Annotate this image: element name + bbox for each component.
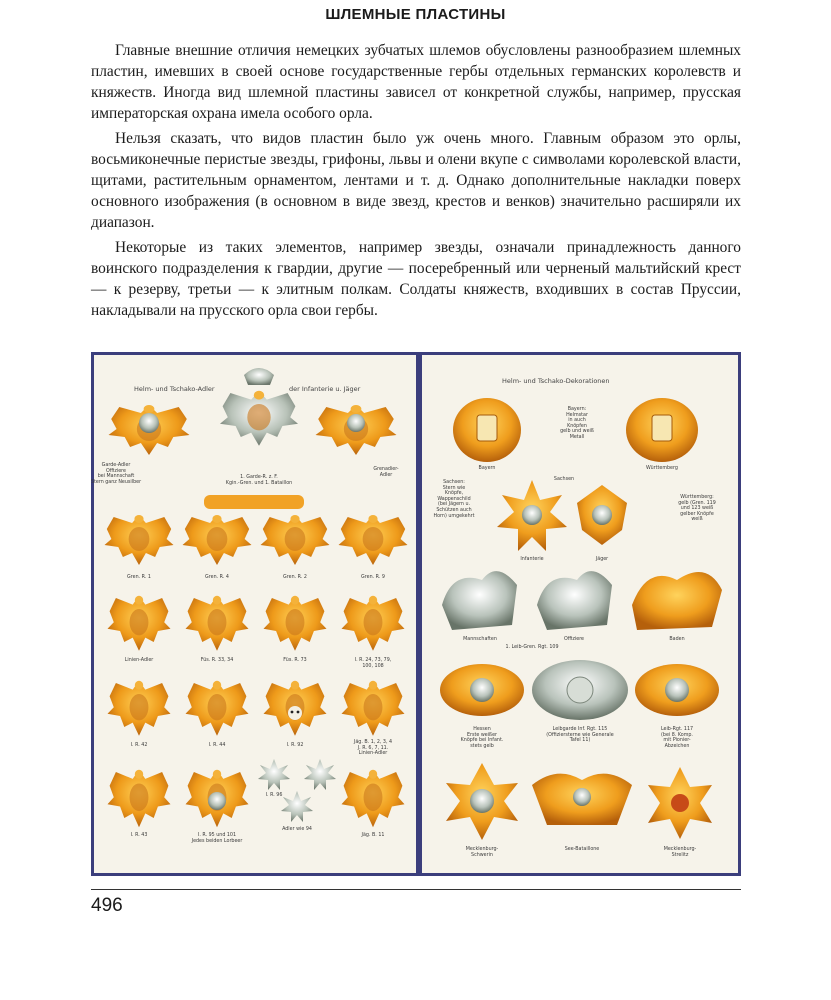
page-number: 496 [91, 895, 123, 916]
ribbon [204, 495, 304, 509]
helmet-eagles-illustration [94, 355, 416, 873]
plate-caption: I. R. 43 [130, 833, 148, 838]
guard-star [208, 792, 226, 810]
first-guard-eagle [220, 391, 298, 446]
plate-caption: 1. Leib-Gren. Rgt. 109 [505, 645, 559, 650]
plate-caption: Adler wie 94 [282, 827, 312, 832]
plate-caption: I. R. 44 [208, 743, 226, 748]
plate-left-helmet-eagles [91, 352, 419, 876]
plate-caption: Jäg. B. 1, 2, 3, 4 J. R. 6, 7, 11. Linien-Adler [353, 740, 393, 757]
crown [244, 368, 274, 385]
body-text [91, 40, 741, 325]
plate-caption: Leibgarde Inf. Rgt. 115 (Offiziersterne wie Generale Tafel 11) [546, 727, 614, 744]
page-title: ШЛЕМНЫЕ ПЛАСТИНЫ [325, 6, 506, 23]
plate-caption: Hessen Erste weißer Knöpfe bei Infant. stets gelb [460, 727, 504, 749]
plate-caption: Württemberg [646, 466, 678, 471]
eagle [264, 596, 327, 651]
plate-caption: Jäg. B. 11 [361, 833, 385, 838]
plate-right-header: Helm- und Tschako-Dekorationen [502, 377, 610, 385]
plate-caption: Bayern: Helmstar in auch Knöpfen gelb und weiß Metall [560, 407, 594, 440]
plate-caption: Sachsen [553, 477, 575, 482]
jager-star [258, 759, 290, 790]
plate-caption: Gren. R. 4 [205, 575, 229, 580]
eagle [186, 596, 249, 651]
plate-caption: Baden [669, 637, 685, 642]
guard-star [347, 414, 365, 432]
plate-caption: Infanterie [520, 557, 544, 562]
plate-caption: Füs. R. 73 [283, 658, 307, 663]
plate-caption: Garde-Adler Offiziere bei Mannschaft Stern ganz Neusilber [90, 463, 142, 485]
griffin-mannschaften [442, 571, 517, 630]
plate-caption: I. R. 92 [286, 743, 304, 748]
plate-caption: Füs. R. 33, 34 [200, 658, 234, 663]
jager-star [281, 791, 313, 822]
plate-caption: I. R. 95 und 101 Jedes beiden Lorbeer [191, 833, 243, 844]
paragraph: Нельзя сказать, что видов пластин было уж очень много. Главным образом это орлы, восьмиконечные перистые звезды, грифоны, львы и олени вкупе с символами королевской власти, щитами, растительным орнаментом, лентами и т. д. Однако дополнительные накладки поверх основного изображения (в основном в виде звезд, крестов и венков) значительно расширяли их диапазон. [91, 130, 741, 231]
plate-caption: Württemberg: gelb (Gren. 119 und 123 weiß gelber Knöpfe weiß [678, 495, 716, 523]
eagle [183, 515, 252, 565]
plate-caption: Leib-Rgt. 117 (bei 8. Komp. mit Pionier- Abzeichen [660, 727, 694, 749]
plate-caption: Gren. R. 9 [361, 575, 385, 580]
eagle [342, 681, 405, 736]
plate-caption: See-Bataillone [564, 847, 600, 852]
plate-right-helmet-decorations [419, 352, 741, 876]
plate-caption: Jäger [595, 557, 609, 562]
plate-caption: Gren. R. 1 [127, 575, 151, 580]
plate-caption: I. R. 96 [265, 793, 283, 798]
plate-caption: Mecklenburg- Strelitz [663, 847, 697, 858]
plate-caption: I. R. 24, 73, 79, 100, 108 [354, 658, 392, 669]
plate-caption: Gren. R. 2 [283, 575, 307, 580]
eagle [108, 596, 171, 651]
footer-rule [91, 889, 741, 890]
eagle [342, 596, 405, 651]
plate-caption: Sachsen: Stern wie Knöpfe, Wappenschild (bei Jägern u. Schützen auch Horn) umgekehrt [433, 480, 475, 519]
eagle [342, 770, 405, 828]
plate-left-header-right: der Infanterie u. Jäger [289, 385, 361, 393]
eagle [186, 681, 249, 736]
plate-caption: Linien-Adler [124, 658, 154, 663]
paragraph: Главные внешние отличия немецких зубчатых шлемов обусловлены разнообразием шлемных пластин, имевших в своей основе государственные гербы отдельных германских королевств и княжеств. Иногда вид шлемной пластины зависел от конкретной службы, например, прусская императорская охрана имела особого орла. [91, 42, 741, 122]
plate-left-header-left: Helm- und Tschako-Adler [134, 385, 215, 393]
plate-caption: 1. Garde-R. z. F. Kgin.-Gren. und 1. Bataillon [225, 475, 293, 486]
plate-caption: Mannschaften [463, 637, 497, 642]
jager-star [304, 759, 336, 790]
plate-caption: Mecklenburg- Schwerin [465, 847, 499, 858]
eagle [339, 515, 408, 565]
eagle [108, 770, 171, 828]
eagle [261, 515, 330, 565]
eagle [108, 681, 171, 736]
plate-caption: Offiziere [563, 637, 585, 642]
eagle [105, 515, 174, 565]
griffin-offiziere [537, 571, 612, 630]
plate-caption: I. R. 42 [130, 743, 148, 748]
paragraph: Некоторые из таких элементов, например звезды, означали принадлежность данного воинского подразделения к гвардии, другие — посеребренный или черненый мальтийский крест — к резерву, третьи — к элитным полкам. Солдаты княжеств, входивших в состав Пруссии, накладывали на прусского орла свои гербы. [91, 239, 741, 319]
plate-caption: Bayern [478, 466, 496, 471]
skull-emblem [288, 706, 302, 720]
guard-star [139, 413, 159, 433]
baden-griffin [632, 572, 722, 630]
plate-caption: Grenadier- Adler [373, 467, 399, 478]
